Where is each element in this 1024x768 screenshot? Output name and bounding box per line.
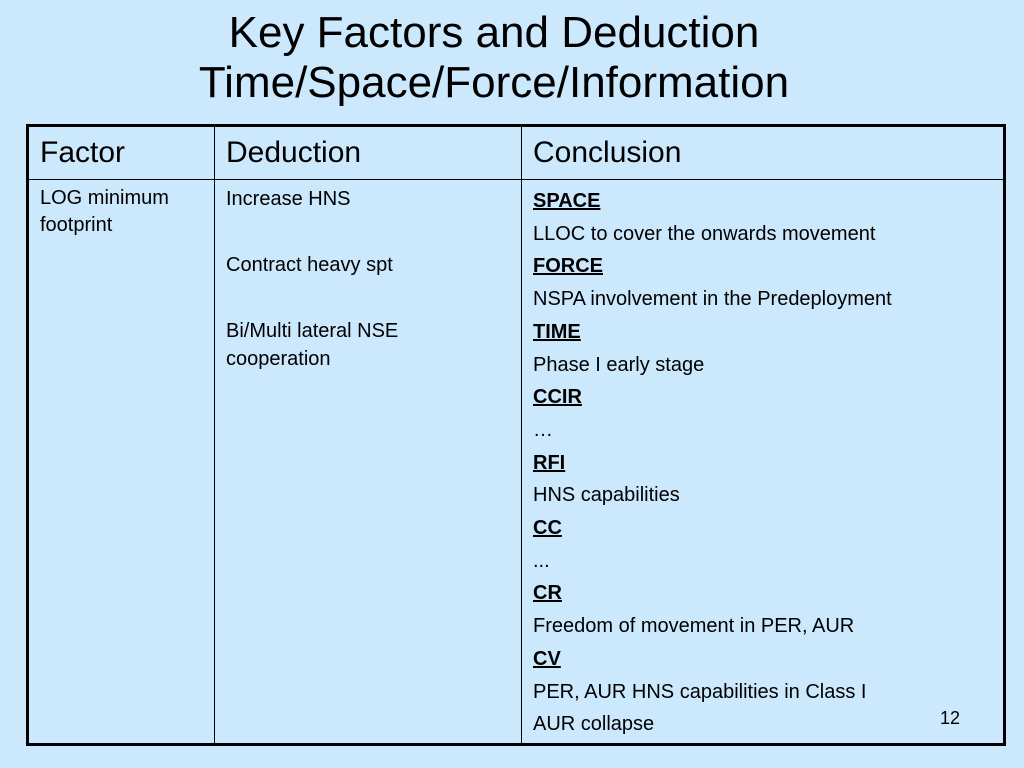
factors-table [26, 124, 1006, 746]
conclusion-text: Phase I early stage [533, 353, 705, 376]
header-divider [29, 179, 1003, 180]
factor-text-line-1: LOG minimum [40, 187, 169, 209]
deduction-item: Contract heavy spt [226, 254, 393, 276]
conclusion-text: Freedom of movement in PER, AUR [533, 615, 855, 638]
conclusion-heading-time: TIME [533, 320, 581, 343]
column-divider-1 [214, 127, 215, 743]
conclusion-text: AUR collapse [533, 713, 655, 736]
conclusion-cell [533, 185, 993, 741]
slide-title-line-2: Time/Space/Force/Information [198, 58, 790, 107]
conclusion-text: LLOC to cover the onwards movement [533, 222, 876, 245]
header-factor: Factor [40, 136, 126, 169]
column-divider-2 [521, 127, 522, 743]
conclusion-text: PER, AUR HNS capabilities in Class I [533, 680, 867, 703]
factor-cell [40, 185, 210, 239]
conclusion-text: … [533, 418, 553, 441]
deduction-item: Increase HNS [226, 188, 351, 210]
conclusion-heading-cr: CR [533, 582, 562, 605]
deduction-cell [226, 185, 506, 373]
slide-title-line-1: Key Factors and Deduction [228, 8, 760, 57]
slide-title [0, 8, 988, 108]
deduction-item: Bi/Multi lateral NSE [226, 320, 399, 342]
conclusion-heading-rfi: RFI [533, 451, 566, 474]
conclusion-text: ... [533, 549, 550, 572]
conclusion-heading-cc: CC [533, 517, 562, 540]
conclusion-heading-force: FORCE [533, 255, 603, 278]
deduction-item-continuation: cooperation [226, 348, 331, 370]
factor-text-line-2: footprint [40, 214, 113, 236]
header-conclusion: Conclusion [533, 136, 682, 169]
conclusion-text: NSPA involvement in the Predeployment [533, 288, 892, 311]
conclusion-heading-space: SPACE [533, 190, 601, 212]
conclusion-heading-ccir: CCIR [533, 386, 582, 409]
conclusion-heading-cv: CV [533, 647, 561, 670]
page-number: 12 [940, 708, 961, 728]
header-deduction: Deduction [226, 136, 362, 169]
conclusion-text: HNS capabilities [533, 484, 680, 507]
